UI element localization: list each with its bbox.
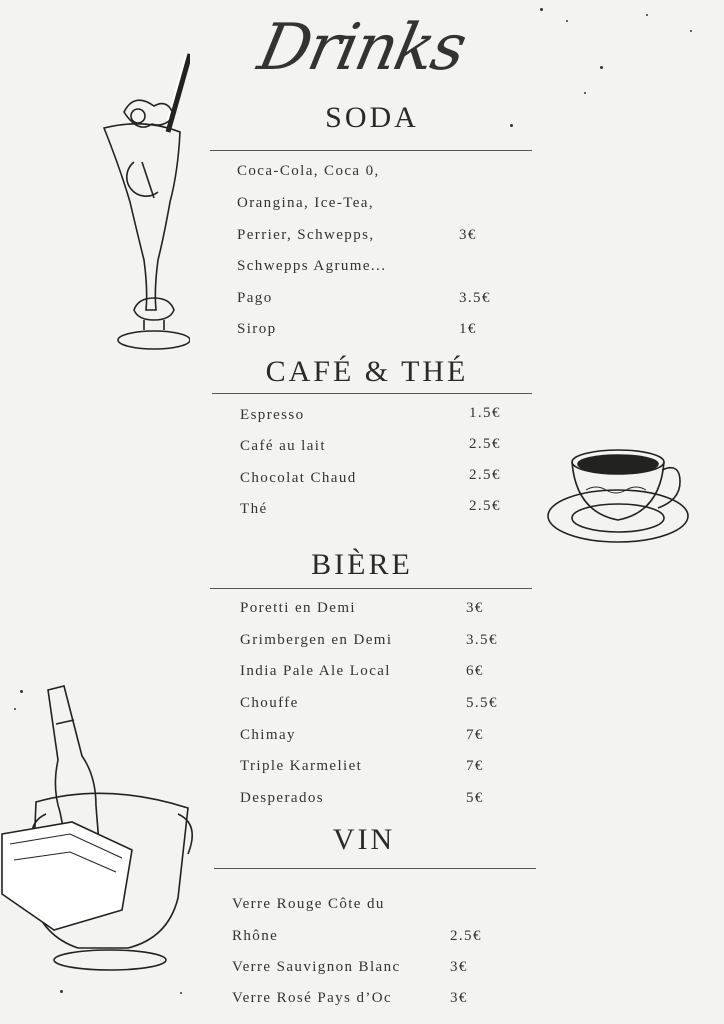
speck bbox=[690, 30, 692, 32]
menu-item-price: 2.5€ bbox=[450, 928, 482, 944]
cocktail-glass-illustration bbox=[94, 52, 190, 352]
menu-item-price: 5.5€ bbox=[466, 695, 498, 711]
speck bbox=[584, 92, 586, 94]
menu-item-name: Orangina, Ice-Tea, bbox=[237, 195, 374, 211]
menu-item-price: 3.5€ bbox=[466, 632, 498, 648]
menu-item-name: India Pale Ale Local bbox=[240, 663, 391, 679]
speck bbox=[180, 992, 182, 994]
menu-item-name: Coca-Cola, Coca 0, bbox=[237, 163, 380, 179]
menu-item-price: 6€ bbox=[466, 663, 484, 679]
menu-item-name: Rhône bbox=[232, 928, 279, 944]
section-heading-cafe-the: CAFÉ & THÉ bbox=[265, 355, 469, 388]
section-heading-biere: BIÈRE bbox=[311, 548, 413, 581]
speck bbox=[646, 14, 648, 16]
section-divider bbox=[214, 868, 536, 869]
speck bbox=[600, 66, 603, 69]
section-divider bbox=[212, 393, 532, 394]
menu-item-name: Sirop bbox=[237, 321, 277, 337]
speck bbox=[60, 990, 63, 993]
menu-item-name: Desperados bbox=[240, 790, 324, 806]
menu-item-name: Espresso bbox=[240, 407, 305, 423]
menu-item-price: 2.5€ bbox=[469, 498, 501, 514]
menu-item-name: Pago bbox=[237, 290, 273, 306]
menu-item-name: Chouffe bbox=[240, 695, 299, 711]
champagne-bucket-illustration bbox=[0, 684, 200, 974]
speck bbox=[540, 8, 543, 11]
menu-item-name: Thé bbox=[240, 501, 268, 517]
menu-item-name: Verre Rosé Pays d’Oc bbox=[232, 990, 393, 1006]
menu-item-name: Grimbergen en Demi bbox=[240, 632, 393, 648]
menu-item-price: 7€ bbox=[466, 758, 484, 774]
menu-item-price: 3€ bbox=[466, 600, 484, 616]
menu-item-name: Poretti en Demi bbox=[240, 600, 356, 616]
section-heading-soda: SODA bbox=[325, 101, 419, 134]
menu-item-price: 3€ bbox=[459, 227, 477, 243]
section-divider bbox=[210, 588, 532, 589]
menu-item-price: 2.5€ bbox=[469, 436, 501, 452]
menu-item-price: 3€ bbox=[450, 959, 468, 975]
menu-item-price: 3€ bbox=[450, 990, 468, 1006]
menu-title: Drinks bbox=[252, 11, 472, 85]
speck bbox=[566, 20, 568, 22]
menu-item-name: Schwepps Agrume... bbox=[237, 258, 387, 274]
menu-item-name: Café au lait bbox=[240, 438, 326, 454]
section-heading-vin: VIN bbox=[332, 823, 396, 856]
menu-item-name: Triple Karmeliet bbox=[240, 758, 363, 774]
menu-item-price: 7€ bbox=[466, 727, 484, 743]
menu-item-name: Chocolat Chaud bbox=[240, 470, 357, 486]
menu-item-price: 1.5€ bbox=[469, 405, 501, 421]
menu-item-price: 2.5€ bbox=[469, 467, 501, 483]
menu-item-name: Perrier, Schwepps, bbox=[237, 227, 375, 243]
menu-item-name: Chimay bbox=[240, 727, 296, 743]
menu-item-price: 5€ bbox=[466, 790, 484, 806]
menu-item-price: 1€ bbox=[459, 321, 477, 337]
menu-item-name: Verre Sauvignon Blanc bbox=[232, 959, 401, 975]
menu-item-price: 3.5€ bbox=[459, 290, 491, 306]
section-divider bbox=[210, 150, 532, 151]
menu-item-name: Verre Rouge Côte du bbox=[232, 896, 385, 912]
coffee-cup-illustration bbox=[546, 440, 692, 548]
